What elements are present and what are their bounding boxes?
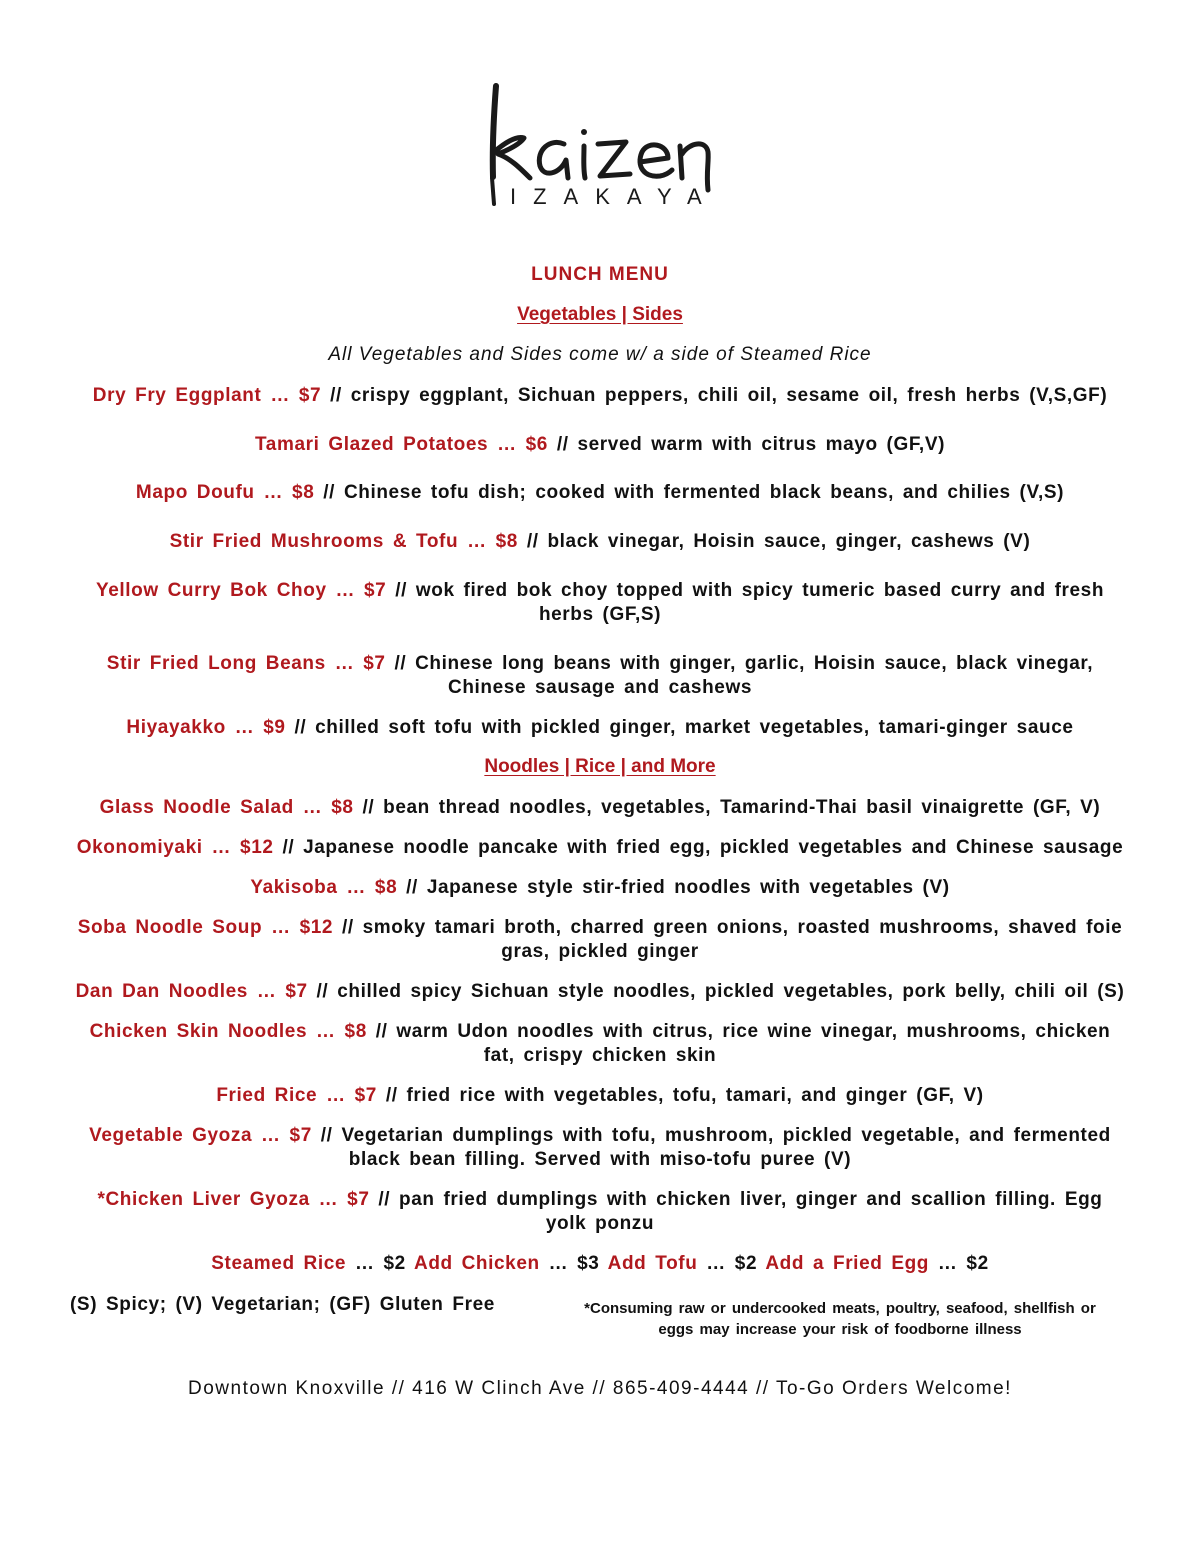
desc-separator: // bbox=[394, 653, 407, 674]
price-ellipsis: … bbox=[346, 877, 367, 898]
section-title-noodles-rice-more: Noodles | Rice | and More bbox=[484, 756, 716, 777]
item-price: $7 bbox=[354, 1085, 377, 1106]
menu-item-soba-noodle-soup bbox=[75, 916, 1125, 964]
addons-line bbox=[0, 1253, 1200, 1275]
desc-separator: // bbox=[294, 717, 307, 738]
item-price: $7 bbox=[363, 653, 386, 674]
kaizen-izakaya-logo bbox=[480, 82, 720, 212]
item-price: $7 bbox=[289, 1125, 312, 1146]
price-ellipsis: … bbox=[302, 797, 323, 818]
item-description: chilled spicy Sichuan style noodles, pickled vegetables, pork belly, chili oil (S) bbox=[337, 981, 1125, 1002]
item-description: crispy eggplant, Sichuan peppers, chili oil, sesame oil, fresh herbs (V,S,GF) bbox=[350, 385, 1108, 406]
item-description: chilled soft tofu with pickled ginger, market vegetables, tamari-ginger sauce bbox=[315, 717, 1074, 738]
price-ellipsis: … bbox=[467, 531, 487, 552]
desc-separator: // bbox=[323, 482, 336, 503]
item-description: pan fried dumplings with chicken liver, ginger and scallion filling. Egg yolk ponzu bbox=[399, 1189, 1103, 1234]
price-ellipsis: … bbox=[316, 1021, 336, 1042]
price-ellipsis: … bbox=[211, 837, 232, 858]
price-ellipsis: … bbox=[318, 1189, 339, 1210]
food-safety-warning: *Consuming raw or undercooked meats, poultry, seafood, shellfish or eggs may increase your risk of foodborne illness bbox=[584, 1300, 1096, 1338]
item-name: Tamari Glazed Potatoes bbox=[254, 434, 489, 455]
addon-name: Add Tofu bbox=[607, 1253, 698, 1274]
item-name: Stir Fried Long Beans bbox=[106, 653, 326, 674]
item-name: Okonomiyaki bbox=[76, 837, 203, 858]
item-name: Mapo Doufu bbox=[135, 482, 255, 503]
item-name: Glass Noodle Salad bbox=[99, 797, 294, 818]
desc-separator: // bbox=[556, 434, 569, 455]
item-price: $8 bbox=[344, 1021, 367, 1042]
menu-item-chicken-liver-gyoza bbox=[75, 1188, 1125, 1236]
item-name: Chicken Skin Noodles bbox=[89, 1021, 308, 1042]
price-ellipsis: … bbox=[261, 1125, 281, 1146]
item-name: Hiyayakko bbox=[126, 717, 226, 738]
price-ellipsis: … bbox=[334, 653, 355, 674]
price-ellipsis: … bbox=[271, 917, 291, 938]
price-ellipsis: … bbox=[937, 1253, 958, 1274]
section-title-vegetables-sides: Vegetables | Sides bbox=[517, 304, 683, 325]
menu-item-chicken-skin-noodles bbox=[75, 1020, 1125, 1068]
menu-item-yellow-curry-bok-choy bbox=[75, 579, 1125, 627]
item-price: $8 bbox=[374, 877, 398, 898]
addon-price: $2 bbox=[966, 1253, 989, 1274]
item-description: black vinegar, Hoisin sauce, ginger, cashews (V) bbox=[547, 531, 1031, 552]
item-name: Fried Rice bbox=[216, 1085, 318, 1106]
desc-separator: // bbox=[385, 1085, 398, 1106]
item-price: $12 bbox=[299, 917, 334, 938]
menu-item-mapo-doufu bbox=[75, 481, 1125, 505]
item-description: smoky tamari broth, charred green onions, roasted mushrooms, shaved foie gras, pickled ginger bbox=[362, 917, 1123, 962]
menu-item-dry-fry-eggplant bbox=[75, 384, 1125, 408]
addon-price: $2 bbox=[383, 1253, 406, 1274]
addon-price: $3 bbox=[577, 1253, 600, 1274]
price-ellipsis: … bbox=[548, 1253, 569, 1274]
item-description: bean thread noodles, vegetables, Tamarind-Thai basil vinaigrette (GF, V) bbox=[383, 797, 1101, 818]
item-name: Dan Dan Noodles bbox=[75, 981, 248, 1002]
item-price: $9 bbox=[263, 717, 286, 738]
menu-item-stir-fried-mushrooms-tofu bbox=[75, 530, 1125, 554]
price-ellipsis: … bbox=[354, 1253, 375, 1274]
menu-item-vegetable-gyoza bbox=[75, 1124, 1125, 1172]
menu-item-hiyayakko bbox=[75, 716, 1125, 740]
addon-price: $2 bbox=[734, 1253, 758, 1274]
item-description: fried rice with vegetables, tofu, tamari, and ginger (GF, V) bbox=[406, 1085, 984, 1106]
price-ellipsis: … bbox=[234, 717, 255, 738]
menu-item-dan-dan-noodles bbox=[75, 980, 1125, 1004]
item-price: $7 bbox=[347, 1189, 370, 1210]
item-description: Japanese style stir-fried noodles with vegetables (V) bbox=[426, 877, 950, 898]
price-ellipsis: … bbox=[270, 385, 290, 406]
item-description: Vegetarian dumplings with tofu, mushroom, pickled vegetable, and fermented black bean filling. Served with miso-tofu puree (V) bbox=[341, 1125, 1111, 1170]
item-price: $7 bbox=[298, 385, 322, 406]
item-description: Japanese noodle pancake with fried egg, pickled vegetables and Chinese sausage bbox=[303, 837, 1124, 858]
menu-item-stir-fried-long-beans bbox=[75, 652, 1125, 700]
footer-address: Downtown Knoxville // 416 W Clinch Ave // 865-409-4444 // To-Go Orders Welcome! bbox=[188, 1378, 1012, 1399]
item-price: $6 bbox=[525, 434, 548, 455]
price-ellipsis: … bbox=[326, 1085, 346, 1106]
menu-item-yakisoba bbox=[75, 876, 1125, 900]
desc-separator: // bbox=[395, 580, 408, 601]
dietary-legend: (S) Spicy; (V) Vegetarian; (GF) Gluten Free bbox=[70, 1294, 495, 1315]
desc-separator: // bbox=[526, 531, 539, 552]
item-price: $7 bbox=[285, 981, 308, 1002]
item-name: Vegetable Gyoza bbox=[89, 1125, 253, 1146]
item-price: $8 bbox=[292, 482, 315, 503]
item-description: served warm with citrus mayo (GF,V) bbox=[577, 434, 946, 455]
desc-separator: // bbox=[362, 797, 375, 818]
menu-item-glass-noodle-salad bbox=[75, 796, 1125, 820]
desc-separator: // bbox=[341, 917, 354, 938]
desc-separator: // bbox=[406, 877, 418, 898]
item-price: $8 bbox=[331, 797, 354, 818]
desc-separator: // bbox=[316, 981, 329, 1002]
price-ellipsis: … bbox=[335, 580, 356, 601]
item-description: wok fired bok choy topped with spicy tumeric based curry and fresh herbs (GF,S) bbox=[415, 580, 1105, 625]
price-ellipsis: … bbox=[706, 1253, 726, 1274]
menu-item-tamari-glazed-potatoes bbox=[75, 433, 1125, 457]
item-description: Chinese tofu dish; cooked with fermented black beans, and chilies (V,S) bbox=[343, 482, 1065, 503]
addon-name: Add Chicken bbox=[414, 1253, 540, 1274]
section-note: All Vegetables and Sides come w/ a side of Steamed Rice bbox=[328, 344, 872, 365]
item-name: Stir Fried Mushrooms & Tofu bbox=[169, 531, 459, 552]
item-name: *Chicken Liver Gyoza bbox=[97, 1189, 310, 1210]
item-price: $8 bbox=[495, 531, 518, 552]
item-price: $12 bbox=[240, 837, 274, 858]
price-ellipsis: … bbox=[263, 482, 284, 503]
item-name: Soba Noodle Soup bbox=[77, 917, 263, 938]
addon-name: Add a Fried Egg bbox=[765, 1253, 930, 1274]
menu-item-okonomiyaki bbox=[75, 836, 1125, 860]
addon-name: Steamed Rice bbox=[211, 1253, 347, 1274]
desc-separator: // bbox=[320, 1125, 333, 1146]
item-name: Yellow Curry Bok Choy bbox=[95, 580, 327, 601]
item-description: warm Udon noodles with citrus, rice wine vinegar, mushrooms, chicken fat, crispy chicken skin bbox=[396, 1021, 1111, 1066]
logo-tagline: IZAKAYA bbox=[510, 184, 719, 209]
desc-separator: // bbox=[378, 1189, 391, 1210]
desc-separator: // bbox=[375, 1021, 388, 1042]
menu-item-fried-rice bbox=[75, 1084, 1125, 1108]
item-name: Yakisoba bbox=[250, 877, 338, 898]
price-ellipsis: … bbox=[256, 981, 277, 1002]
item-name: Dry Fry Eggplant bbox=[92, 385, 262, 406]
desc-separator: // bbox=[330, 385, 342, 406]
price-ellipsis: … bbox=[497, 434, 517, 455]
item-description: Chinese long beans with ginger, garlic, Hoisin sauce, black vinegar, Chinese sausage and cashews bbox=[415, 653, 1094, 698]
desc-separator: // bbox=[282, 837, 295, 858]
menu-title: LUNCH MENU bbox=[531, 264, 669, 285]
item-price: $7 bbox=[364, 580, 387, 601]
